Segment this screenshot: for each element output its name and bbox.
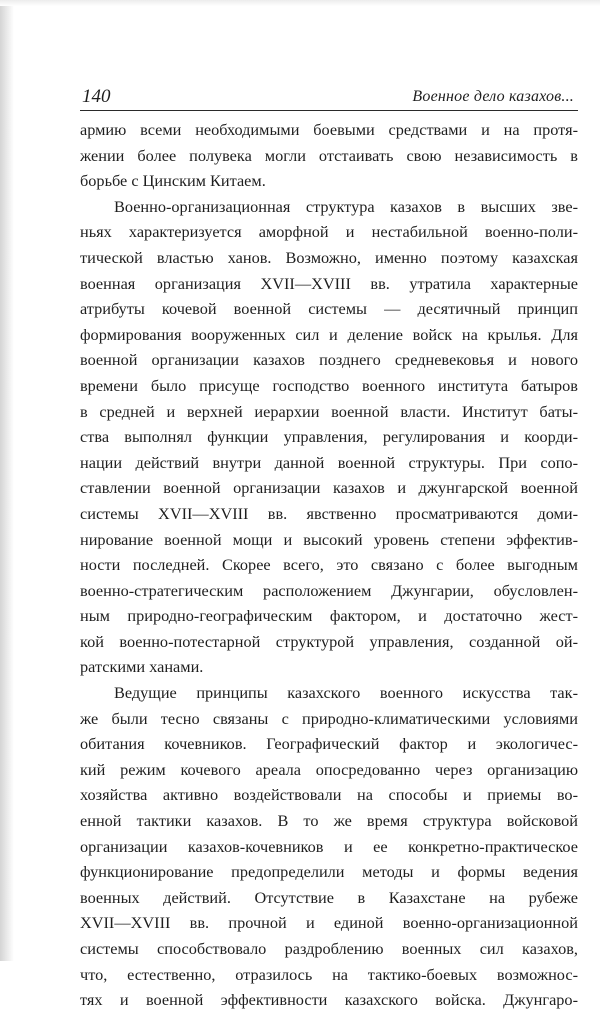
text-line: тической властью ханов. Возможно, именно поэтому казахская xyxy=(80,247,578,267)
paragraph-start-line: Военно-организационная структура казахов в высших зве- xyxy=(114,196,578,216)
text-line: ства выполнял функции управления, регулирования и коорди- xyxy=(80,427,578,447)
text-line: формирования вооруженных сил и деление войск на крылья. Для xyxy=(80,324,578,344)
page-number: 140 xyxy=(82,86,111,107)
body-text xyxy=(80,117,578,1013)
text-line: нации действий внутри данной военной структуры. При сопо- xyxy=(80,452,578,472)
text-line: хозяйства активно воздействовали на способы и приемы во- xyxy=(80,785,578,805)
running-title: Военное дело казахов... xyxy=(412,88,574,105)
text-line: кой военно-потестарной структурой управления, созданной ой- xyxy=(80,631,578,651)
book-page xyxy=(80,82,578,1013)
text-line: ньях характеризуется аморфной и нестабильной военно-поли- xyxy=(80,222,578,242)
scan-edge-shadow xyxy=(0,0,14,961)
scan-top-shadow xyxy=(0,0,600,6)
text-line: системы XVII—XVIII вв. явственно просматриваются доми- xyxy=(80,503,578,523)
paragraph-end-line: ратскими ханами. xyxy=(80,657,204,677)
text-line: организации казахов-кочевников и ее конкретно-практическое xyxy=(80,836,578,856)
text-line: армию всеми необходимыми боевыми средствами и на протя- xyxy=(80,120,578,139)
text-line: же были тесно связаны с природно-климатическими условиями xyxy=(80,708,578,728)
text-line: атрибуты кочевой военной системы — десятичный принцип xyxy=(80,299,578,319)
paragraph-end-line: борьбе с Цинским Китаем. xyxy=(80,171,266,191)
text-line: ным природно-географическим фактором, и достаточно жест- xyxy=(80,606,578,626)
text-line: военная организация XVII—XVIII вв. утратила характерные xyxy=(80,273,578,293)
text-line: системы способствовало раздроблению военных сил казахов, xyxy=(80,939,578,958)
text-line: обитания кочевников. Географический фактор и экологичес- xyxy=(80,734,578,754)
text-line: что, естественно, отразилось на тактико-боевых возможнос- xyxy=(80,964,578,984)
text-line: нирование военной мощи и высокий уровень степени эффектив- xyxy=(80,529,578,549)
text-line: ставлении военной организации казахов и джунгарской военной xyxy=(80,478,578,498)
text-line: функционирование предопределили методы и формы ведения xyxy=(80,862,578,882)
text-line: в средней и верхней иерархии военной власти. Институт баты- xyxy=(80,401,578,421)
text-line: военной организации казахов позднего средневековья и нового xyxy=(80,350,578,370)
paragraph-start-line: Ведущие принципы казахского военного искусства так- xyxy=(114,683,578,703)
text-line: енной тактики казахов. В то же время структура войсковой xyxy=(80,811,578,831)
text-line: времени было присуще господство военного института батыров xyxy=(80,375,578,395)
text-line: ности последней. Скорее всего, это связано с более выгодным xyxy=(80,555,578,575)
text-line: жении более полувека могли отстаивать свою независимость в xyxy=(80,145,578,165)
running-head xyxy=(80,82,578,111)
text-line: военных действий. Отсутствие в Казахстане на рубеже xyxy=(80,887,578,907)
text-line: XVII—XVIII вв. прочной и единой военно-организационной xyxy=(80,913,578,933)
text-line: кий режим кочевого ареала опосредованно через организацию xyxy=(80,759,578,779)
text-line: тях и военной эффективности казахского войска. Джунгаро- xyxy=(80,990,578,1010)
text-line: военно-стратегическим расположением Джунгарии, обусловлен- xyxy=(80,580,578,600)
